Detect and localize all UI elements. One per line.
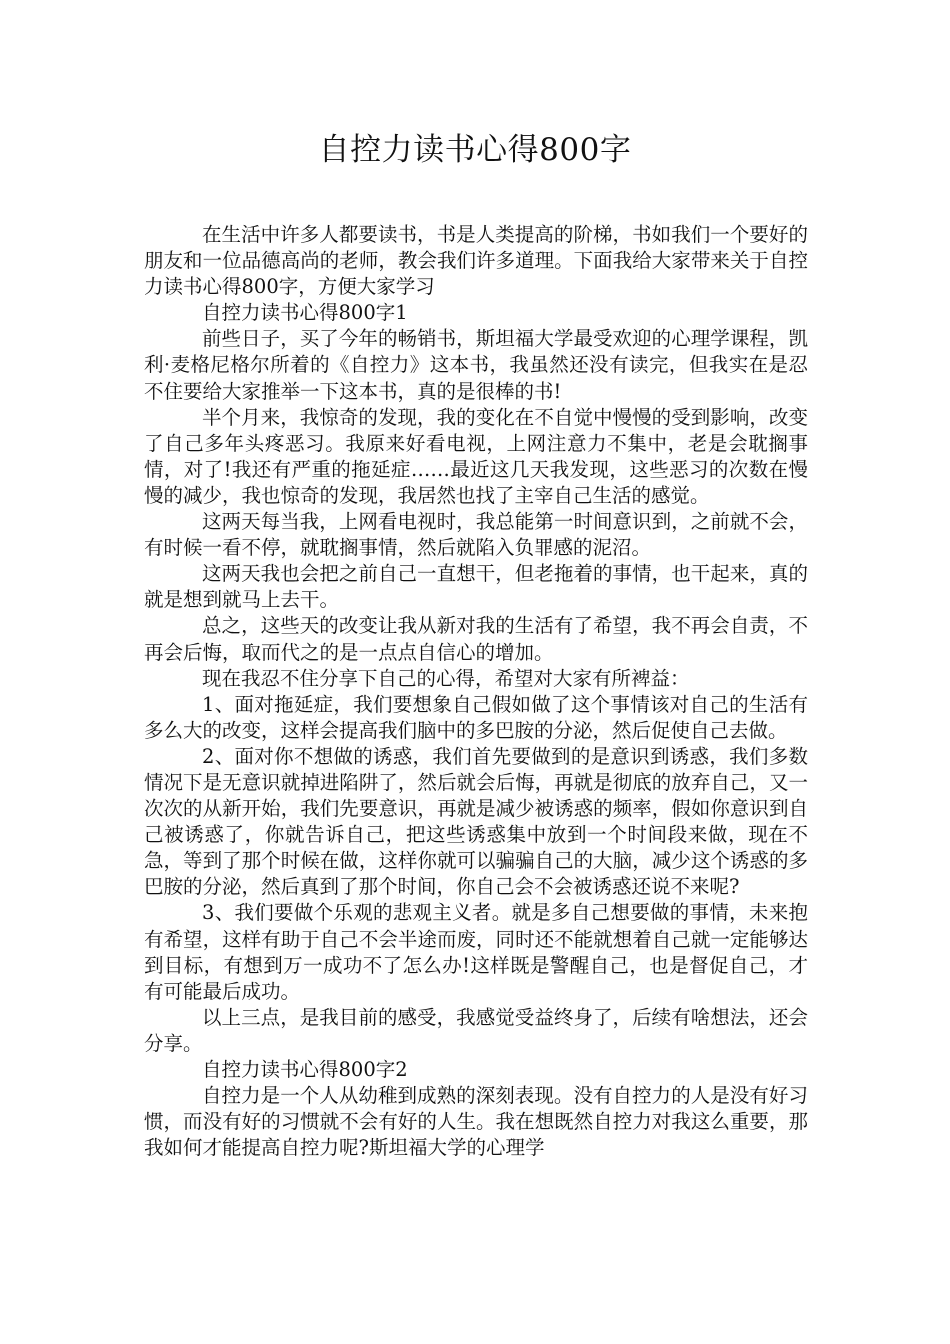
- document-body: [144, 222, 808, 1161]
- body-paragraph: 自控力是一个人从幼稚到成熟的深刻表现。没有自控力的人是没有好习惯，而没有好的习惯就不会有好的人生。我在想既然自控力对我这么重要，那我如何才能提高自控力呢?斯坦福大学的心理学: [144, 1084, 808, 1160]
- list-item-2: 2、面对你不想做的诱惑，我们首先要做到的是意识到诱惑，我们多数情况下是无意识就掉进陷阱了，然后就会后悔，再就是彻底的放弃自己，又一次次的从新开始，我们先要意识，再就是减少被诱惑的频率，假如你意识到自己被诱惑了，你就告诉自己，把这些诱惑集中放到一个时间段来做，现在不急，等到了那个时候在做，这样你就可以骗骗自己的大脑，减少这个诱惑的多巴胺的分泌，然后真到了那个时间，你自己会不会被诱惑还说不来呢?: [144, 744, 808, 899]
- body-paragraph: 总之，这些天的改变让我从新对我的生活有了希望，我不再会自责，不再会后悔，取而代之的是一点点自信心的增加。: [144, 614, 808, 664]
- document-title: 自控力读书心得800字: [318, 132, 632, 168]
- list-item-3: 3、我们要做个乐观的悲观主义者。就是多自己想要做的事情，未来抱有希望，这样有助于自己不会半途而废，同时还不能就想着自己就一定能够达到目标，有想到万一成功不了怎么办!这样既是警醒自己，也是督促自己，才有可能最后成功。: [144, 901, 808, 1003]
- body-paragraph: 半个月来，我惊奇的发现，我的变化在不自觉中慢慢的受到影响，改变了自己多年头疼恶习。我原来好看电视，上网注意力不集中，老是会耽搁事情，对了!我还有严重的拖延症……最近这几天我发现，这些恶习的次数在慢慢的减少，我也惊奇的发现，我居然也找了主宰自己生活的感觉。: [144, 405, 808, 507]
- body-paragraph: 这两天我也会把之前自己一直想干，但老拖着的事情，也干起来，真的就是想到就马上去干。: [144, 562, 808, 612]
- body-paragraph: 现在我忍不住分享下自己的心得，希望对大家有所裨益：: [202, 666, 690, 690]
- section-heading-2: 自控力读书心得800字2: [202, 1058, 408, 1081]
- body-paragraph: 这两天每当我，上网看电视时，我总能第一时间意识到，之前就不会，有时候一看不停，就耽搁事情，然后就陷入负罪感的泥沼。: [144, 510, 808, 560]
- intro-paragraph: 在生活中许多人都要读书，书是人类提高的阶梯，书如我们一个要好的朋友和一位品德高尚的老师，教会我们许多道理。下面我给大家带来关于自控力读书心得800字，方便大家学习: [144, 223, 808, 299]
- list-item-1: 1、面对拖延症，我们要想象自己假如做了这个事情该对自己的生活有多么大的改变，这样会提高我们脑中的多巴胺的分泌，然后促使自己去做。: [144, 692, 808, 742]
- body-paragraph: 以上三点，是我目前的感受，我感觉受益终身了，后续有啥想法，还会分享。: [144, 1005, 808, 1055]
- section-heading-1: 自控力读书心得800字1: [202, 301, 408, 325]
- body-paragraph: 前些日子，买了今年的畅销书，斯坦福大学最受欢迎的心理学课程，凯利·麦格尼格尔所着的《自控力》这本书，我虽然还没有读完，但我实在是忍不住要给大家推举一下这本书，真的是很棒的书!: [144, 327, 808, 403]
